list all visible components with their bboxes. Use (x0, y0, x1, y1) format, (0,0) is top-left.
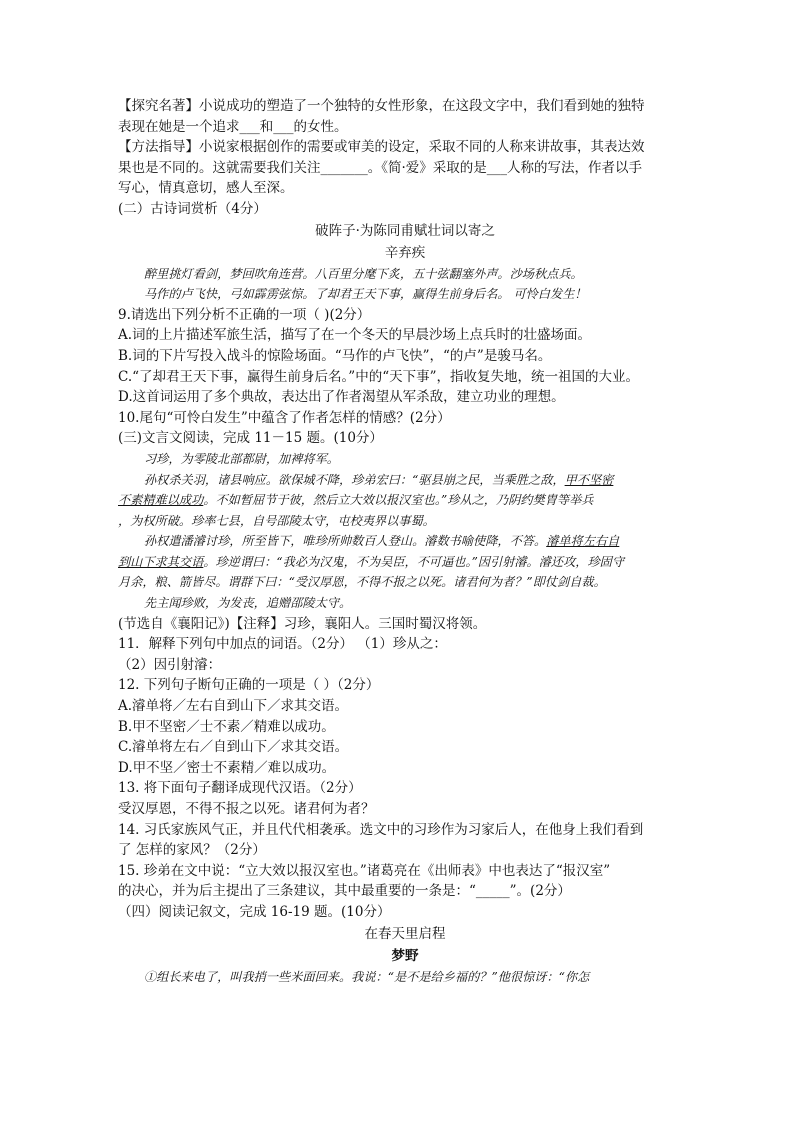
question-9-option-d: D.这首词运用了多个典故，表达出了作者渴望从军杀敌，建立功业的理想。 (118, 389, 565, 406)
question-12-option-a: A.濬单将／左右自到山下／求其交语。 (118, 698, 349, 715)
question-9: 9.请选出下列分析不正确的一项（ )(2分） (118, 306, 371, 323)
narrative-title: 在春天里启程 (364, 925, 446, 942)
question-14-line-2: 了 怎样的家风？（2分） (118, 842, 266, 859)
classical-text: 。不如暂屈节于彼，然后立大效以报汉室也。”珍从之，乃阴约樊胄等举兵 (203, 493, 594, 508)
classical-paragraph-2-line-2 (118, 490, 692, 511)
question-12: 12. 下列句子断句正确的一项是（ ）（2分） (118, 677, 380, 694)
classical-paragraph-3-line-1 (118, 531, 692, 552)
poem-line-1: 醉里挑灯看剑，梦回吹角连营。八百里分麾下炙，五十弦翻塞外声。沙场秋点兵。 (144, 266, 583, 281)
question-13: 13. 将下面句子翻译成现代汉语。（2分） (118, 780, 362, 797)
question-11: 11．解释下列句中加点的词语。（2分） （1）珍从之： (118, 636, 447, 653)
question-13-sentence: 受汉厚恩，不得不报之以死。诸君何为者？ (118, 801, 375, 817)
document-page (118, 96, 692, 987)
intro-line-3: 【方法指导】小说家根据创作的需要或审美的设定，采取不同的人称来讲故事，其表达效 (118, 139, 645, 156)
narrative-section-heading: （四）阅读记叙文，完成 16-19 题。(10分） (118, 903, 391, 920)
question-10: 10.尾句“可怜白发生”中蕴含了作者怎样的情感？(2分） (118, 409, 451, 426)
poem-author: 辛弃疾 (384, 244, 426, 261)
question-9-option-a: A.词的上片描述军旅生活，描写了在一个冬天的早晨沙场上点兵时的壮盛场面。 (118, 327, 592, 344)
underlined-phrase: 濬单将左右自 (546, 534, 620, 549)
question-11-part-2: （2）因引射濬： (118, 656, 222, 673)
intro-line-4: 果也是不同的。这就需要我们关注_______。《简·爱》采取的是___人称的写法，作者以手 (118, 159, 643, 176)
question-12-option-b: B.甲不坚密／士不素／精难以成功。 (118, 718, 335, 735)
question-15-line-1: 15. 珍弟在文中说：“立大效以报汉室也。”诸葛亮在《出师表》中也表达了“报汉室” (118, 862, 611, 879)
classical-section-heading: (三)文言文阅读，完成 11－15 题。(10分） (118, 430, 383, 447)
underlined-phrase: 到山下求其交语 (118, 554, 204, 569)
question-15-line-2: 的决心，并为后主提出了三条建议，其中最重要的一条是：“_____”。(2分） (118, 883, 571, 900)
narrative-author: 梦野 (391, 947, 419, 964)
classical-paragraph-1: 习珍，为零陵北部都尉，加裨将军。 (144, 451, 339, 466)
intro-line-2: 表现在她是一个追求___和___的女性。 (118, 118, 348, 135)
underlined-phrase: 不素精难以成功 (118, 493, 204, 508)
classical-paragraph-2-line-1 (118, 470, 692, 491)
narrative-paragraph-1: ①组长来电了，叫我捎一些米面回来。我说：“是不是给乡福的？”他很惊讶：“你怎 (144, 969, 590, 984)
question-12-option-d: D.甲不坚／密士不素精／难以成功。 (118, 759, 336, 776)
question-9-option-c: C.“了却君王天下事，赢得生前身后名。”中的“天下事”，指收复失地，统一祖国的大业。 (118, 368, 639, 385)
question-9-option-b: B.词的下片写投入战斗的惊险场面。“马作的卢飞快”，“的卢”是骏马名。 (118, 347, 552, 364)
underlined-phrase: 甲不坚密 (564, 472, 614, 487)
poem-line-2: 马作的卢飞快，弓如霹雳弦惊。了却君王天下事，赢得生前身后名。 可怜白发生！ (144, 287, 587, 302)
question-14-line-1: 14. 习氏家族风气正，并且代代相袭承。选文中的习珍作为习家后人，在他身上我们看到 (118, 821, 644, 838)
intro-line-5: 写心，情真意切，感人至深。 (118, 180, 294, 197)
classical-text: 孙权杀关羽，诸县响应。欲保城不降，珍弟宏曰：“驱县崩之民，当乘胜之敌， (144, 472, 565, 487)
poem-title: 破阵子·为陈同甫赋壮词以寄之 (315, 222, 495, 239)
poem-section-heading: (二）古诗词赏析（4分） (118, 200, 267, 217)
classical-paragraph-2-line-3: ，为权所破。珍率七县，自号邵陵太守，屯校夷界以事蜀。 (118, 513, 435, 528)
classical-text: 。珍逆谓曰：“我必为汉鬼，不为吴臣，不可逼也。”因引射濬。濬还攻，珍固守 (203, 554, 625, 569)
intro-line-1: 【探究名著】小说成功的塑造了一个独特的女性形象，在这段文字中，我们看到她的独特 (118, 98, 645, 114)
classical-paragraph-3-line-3: 月余，粮、箭皆尽。谓群下曰：“受汉厚恩，不得不报之以死。诸君何为者？”即仗剑自裁。 (118, 575, 606, 590)
question-12-option-c: C.濬单将左右／自到山下／求其交语。 (118, 739, 349, 756)
classical-note: (节选自《襄阳记》)【注释】习珍，襄阳人。三国时蜀汉将领。 (118, 615, 487, 632)
classical-paragraph-3-line-2 (118, 552, 692, 573)
classical-paragraph-4: 先主闻珍败，为发丧，追赠邵陵太守。 (144, 596, 352, 611)
classical-text: 孙权遣潘濬讨珍，所至皆下，唯珍所帅数百人登山。濬数书喻使降，不答。 (144, 534, 547, 549)
